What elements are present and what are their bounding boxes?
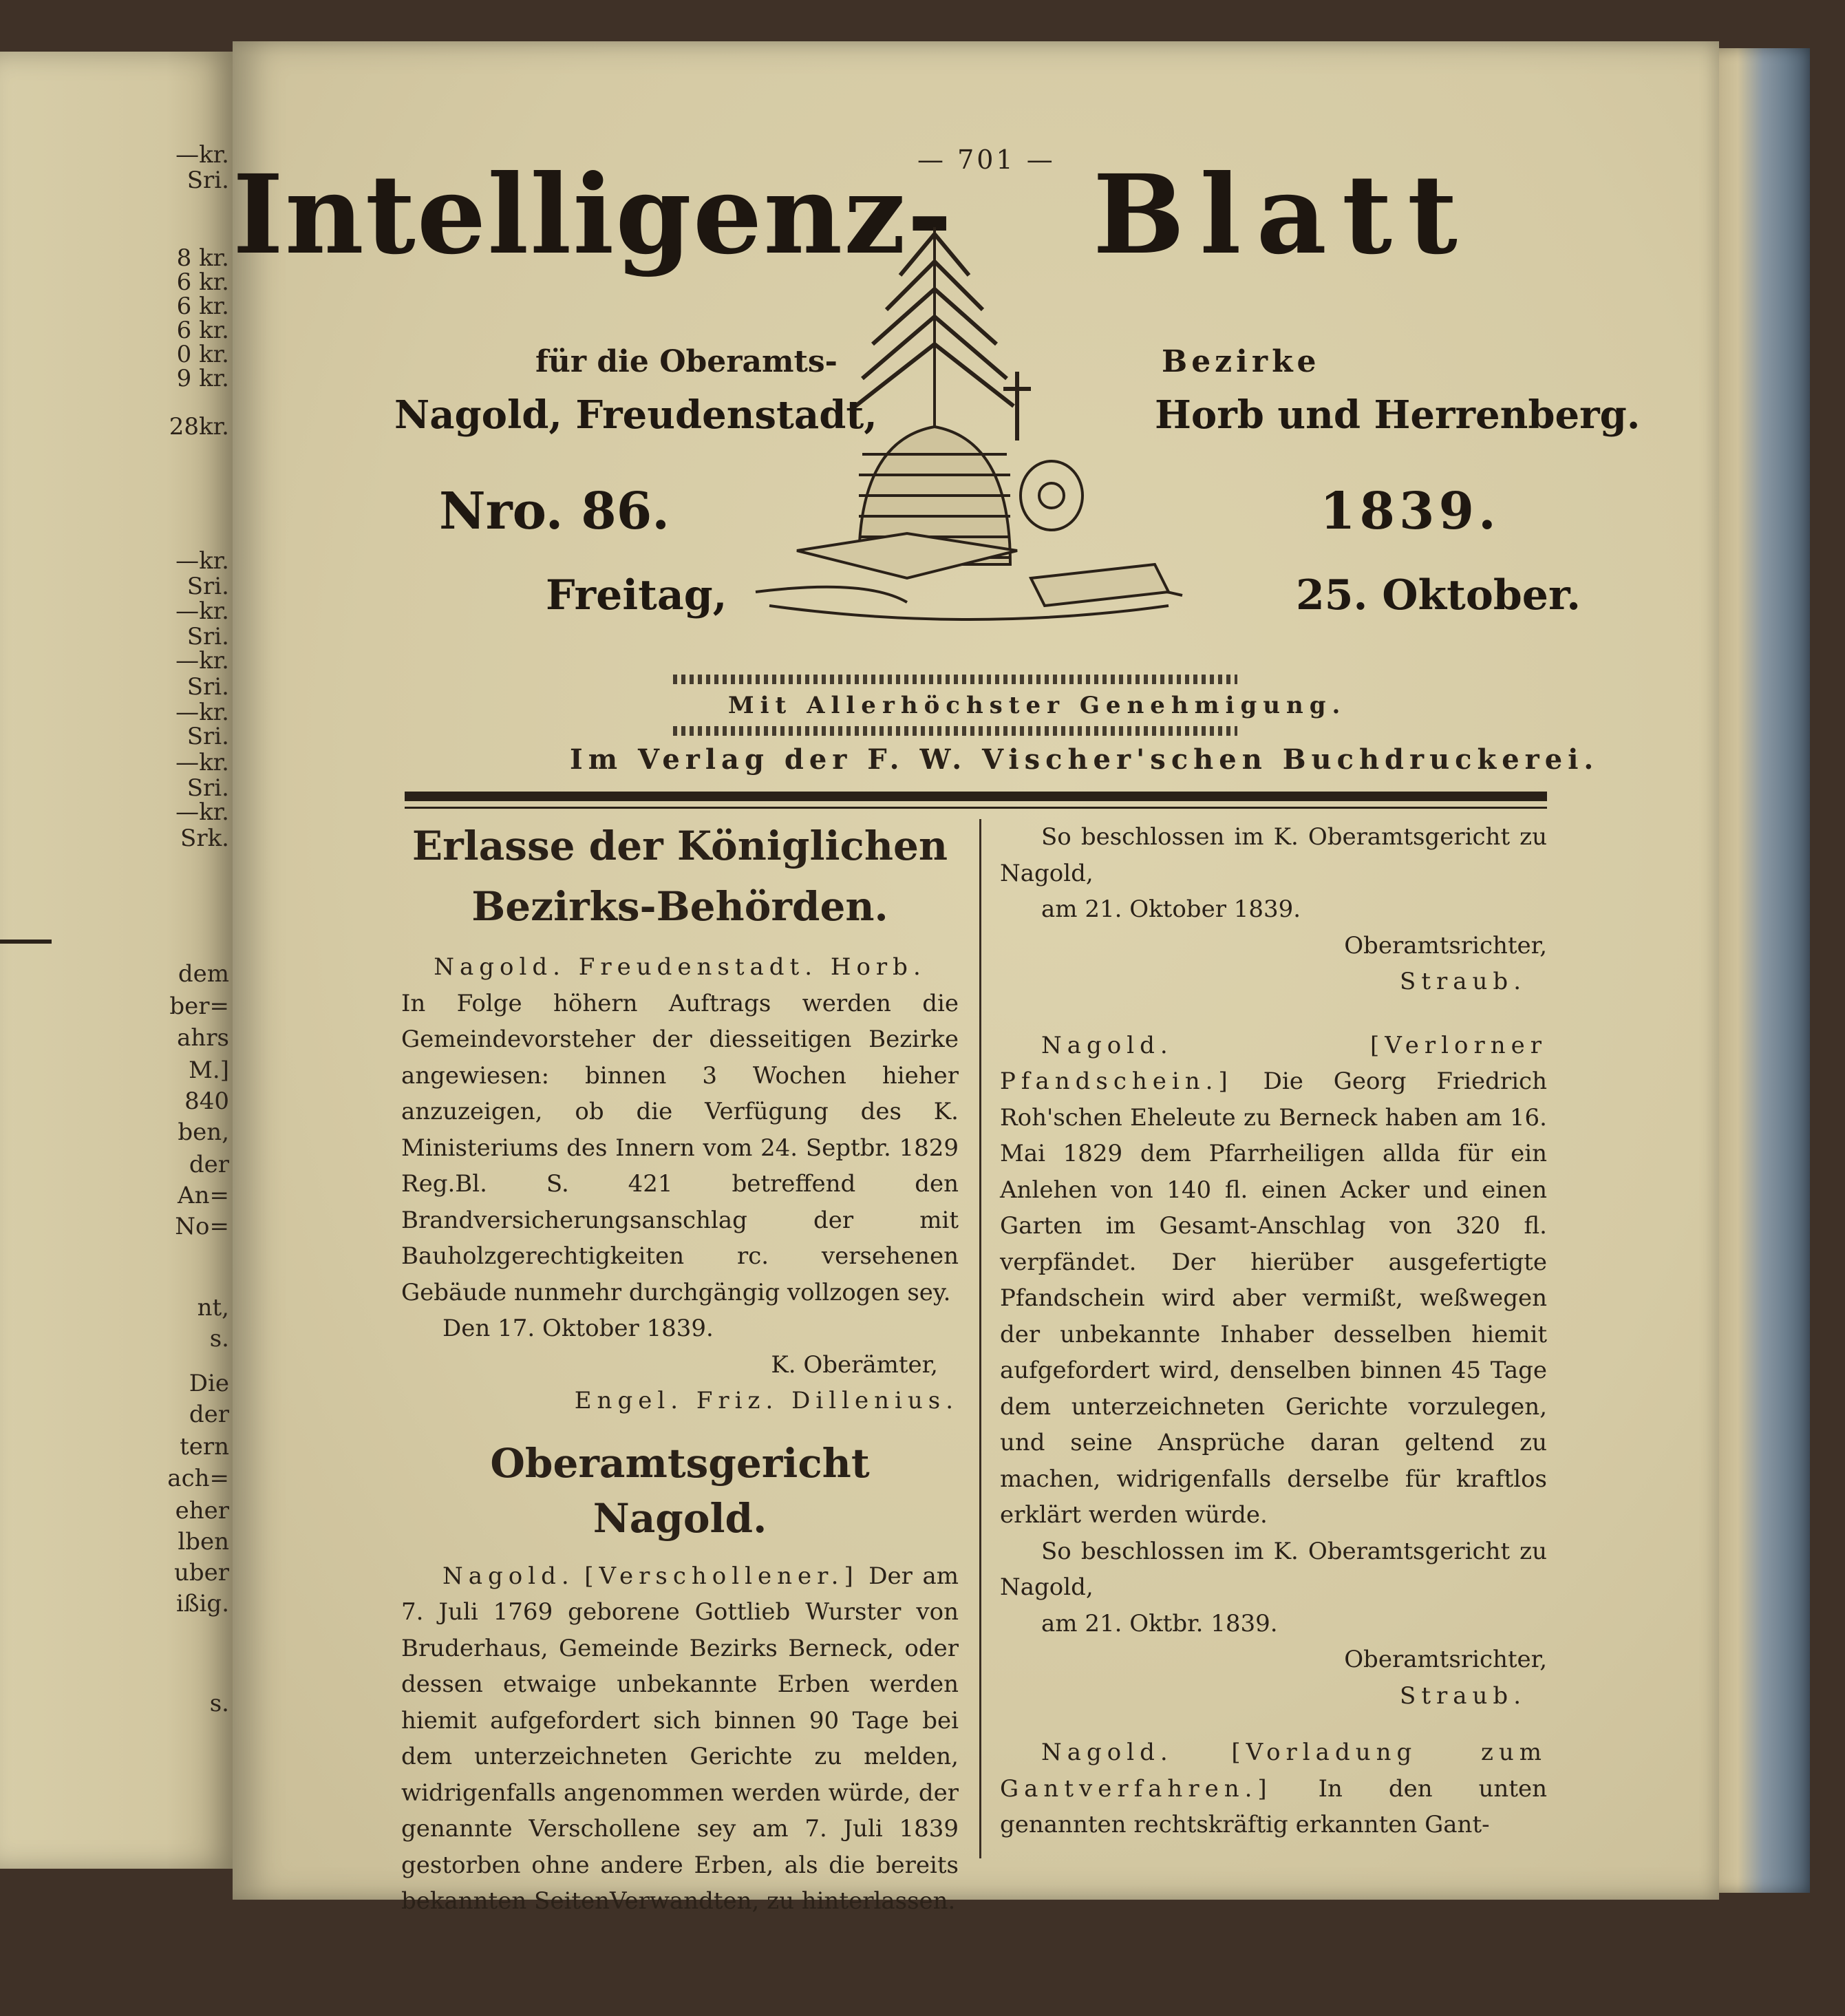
section-heading-decrees: Erlasse der Königlichen Bezirks-Behörden. <box>412 823 948 930</box>
margin-fragment: 6 kr. <box>176 268 229 296</box>
margin-fragment: Sri. <box>186 774 229 802</box>
notice-office: K. Oberämter, <box>771 1350 938 1379</box>
left-page-rule <box>0 940 52 944</box>
issue-weekday: Freitag, <box>546 571 727 619</box>
margin-fragment: der <box>189 1151 229 1178</box>
notice-body: Die Georg Friedrich Roh'schen Eheleute zu Berneck haben am 16. Mai 1829 dem Pfarrheiligen allda für ein Anlehen von 140 fl. einen Acker und einen Garten im Gesamt-Anschlag von 320 fl. verpfändet. Der hierüber ausgefertigte Pfandschein wird aber vermißt, weßwegen der unbekannte Inhaber desselben hiemit aufgefordert wird, denselben binnen 45 Tage dem unterzeichneten Gerichte vorzulegen, und seine Ansprüche daran geltend zu machen, widrigenfalls derselbe für kraftlos erklärt werden würde. <box>1000 1068 1548 1529</box>
margin-fragment: Srk. <box>180 825 229 852</box>
left-column <box>401 816 959 1920</box>
margin-fragment: 0 kr. <box>176 341 229 368</box>
approval-line: Mit Allerhöchster Genehmigung. <box>728 692 1347 719</box>
margin-fragment: ach= <box>167 1465 229 1492</box>
margin-fragment: —kr. <box>175 597 229 625</box>
margin-fragment: Die <box>189 1370 229 1397</box>
masthead-thick-rule <box>405 792 1547 801</box>
margin-fragment: uber <box>173 1559 229 1587</box>
decision-date: am 21. Oktbr. 1839. <box>1041 1609 1278 1637</box>
margin-fragment: Sri. <box>186 573 229 600</box>
margin-fragment: ißig. <box>175 1590 229 1617</box>
margin-fragment: lben <box>178 1528 229 1556</box>
margin-fragment: eher <box>175 1497 229 1525</box>
margin-fragment: 6 kr. <box>176 293 229 320</box>
issue-number: Nro. 86. <box>439 482 670 541</box>
margin-fragment: 8 kr. <box>176 244 229 272</box>
ornament-wavy-rule-top <box>673 675 1237 684</box>
margin-fragment: dem <box>178 960 229 988</box>
judge-name: Straub. <box>1400 968 1526 995</box>
judge-title: Oberamtsrichter, <box>1344 1646 1547 1673</box>
newspaper-page <box>233 41 1719 1915</box>
margin-fragment: tern <box>180 1433 229 1461</box>
emblem-cross <box>1003 372 1031 441</box>
margin-fragment: M.] <box>189 1057 229 1084</box>
masthead-title-right: Blatt <box>1093 151 1473 279</box>
issue-date: 25. Oktober. <box>1296 571 1581 619</box>
notice-place: Nagold. <box>1041 1739 1173 1766</box>
book-block-edge <box>1707 48 1810 1893</box>
column-divider <box>979 819 981 1858</box>
notice-title: [Verlorner Pfandschein.] <box>1000 1031 1547 1095</box>
notice-date: Den 17. Oktober 1839. <box>442 1315 714 1342</box>
judge-title: Oberamtsrichter, <box>1344 931 1547 959</box>
margin-fragment: nt, <box>197 1294 229 1322</box>
notice-title: [Vorladung zum Gantverfahren.] <box>1000 1739 1548 1803</box>
margin-fragment: —kr. <box>175 647 229 675</box>
margin-fragment: 6 kr. <box>176 317 229 344</box>
margin-fragment: —kr. <box>175 699 229 726</box>
notice-places: Nagold. Freudenstadt. Horb. <box>434 953 926 981</box>
notice-place: Nagold. <box>442 1562 575 1590</box>
decision-text: So beschlossen im K. Oberamtsgericht zu Nagold, <box>1000 823 1547 887</box>
judge-name: Straub. <box>1400 1681 1526 1710</box>
emblem-ground <box>769 606 1169 619</box>
emblem-shield <box>1021 461 1083 530</box>
margin-fragment: ahrs <box>177 1024 229 1052</box>
decision-date: am 21. Oktober 1839. <box>1041 895 1301 923</box>
left-facing-page <box>0 52 237 1869</box>
masthead-places-left: Nagold, Freudenstadt, <box>394 392 877 438</box>
notice-place: Nagold. <box>1041 1031 1173 1059</box>
decision-block-1 <box>1000 819 1547 1000</box>
margin-fragment: ber= <box>169 993 229 1020</box>
masthead-subtitle-left: für die Oberamts- <box>535 344 838 379</box>
margin-fragment: Sri. <box>186 723 229 750</box>
masthead-subtitle-right: Bezirke <box>1162 344 1321 379</box>
notice-lost-pledge <box>1000 1028 1547 1534</box>
notice-body: In den unten genannten rechtskräftig erkannten Gant- <box>1000 1774 1548 1838</box>
publisher-line: Im Verlag der F. W. Vischer'schen Buchdruckerei. <box>570 743 1599 776</box>
margin-fragment: Sri. <box>186 623 229 650</box>
section-heading-court: Oberamtsgericht Nagold. <box>490 1439 870 1542</box>
margin-fragment: 28kr. <box>169 413 229 441</box>
margin-fragment: —kr. <box>175 141 229 169</box>
margin-fragment: 840 <box>184 1087 229 1115</box>
masthead-title-left: Intelligenz- <box>233 151 954 279</box>
margin-fragment: s. <box>209 1325 229 1352</box>
margin-fragment: —kr. <box>175 798 229 826</box>
margin-fragment: No= <box>175 1213 229 1240</box>
margin-fragment: der <box>189 1401 229 1428</box>
margin-fragment: Sri. <box>186 167 229 194</box>
margin-fragment: ben, <box>178 1118 229 1146</box>
ornament-wavy-rule-bottom <box>673 726 1237 736</box>
notice-title: [Verschollener.] <box>584 1562 859 1590</box>
margin-fragment: —kr. <box>175 749 229 776</box>
decision-block-2 <box>1000 1534 1547 1715</box>
page-number: — 701 — <box>917 145 1056 175</box>
masthead-places-right: Horb und Herrenberg. <box>1155 392 1641 438</box>
decision-text: So beschlossen im K. Oberamtsgericht zu Nagold, <box>1000 1537 1547 1601</box>
notice-body: In Folge höhern Auftrags werden die Gemeindevorsteher der diesseitigen Bezirke angewiesen: binnen 3 Wochen hieher anzuzeigen, ob die Verfügung des K. Ministeriums des Innern vom 24. Septbr. 1829 Reg.Bl. S. 421 betreffend den Brandversicherungsanschlag der mit Bauholzgerechtigkeiten rc. versehenen Gebäude nunmehr durchgängig vollzogen sey. <box>401 989 959 1306</box>
notice-missing-person <box>401 1558 959 1920</box>
margin-fragment: s. <box>209 1690 229 1717</box>
notice-building-insurance <box>401 949 959 1419</box>
issue-year: 1839. <box>1320 482 1500 541</box>
margin-fragment: 9 kr. <box>176 365 229 392</box>
emblem-closed-book <box>1031 564 1169 606</box>
notice-body: Der am 7. Juli 1769 geborene Gottlieb Wurster von Bruderhaus, Gemeinde Bezirks Berneck, oder dessen etwaige unbekannte Erben werden hiemit aufgefordert sich binnen 90 Tage bei dem unterzeichneten Gerichte zu melden, widrigenfalls angenommen werden würde, der genannte Verschollene sey am 7. Juli 1839 gestorben ohne andere Erben, als die bereits bekannten SeitenVerwandten, zu hinterlassen. <box>401 1562 959 1915</box>
emblem-shield-boss <box>1039 483 1064 508</box>
margin-fragment: An= <box>178 1182 229 1209</box>
masthead-thin-rule <box>405 807 1547 809</box>
notice-bankruptcy-summons <box>1000 1734 1547 1843</box>
margin-fragment: —kr. <box>175 547 229 575</box>
notice-signatures: Engel. Friz. Dillenius. <box>574 1387 959 1414</box>
right-column <box>1000 819 1547 1843</box>
margin-fragment: Sri. <box>186 673 229 701</box>
